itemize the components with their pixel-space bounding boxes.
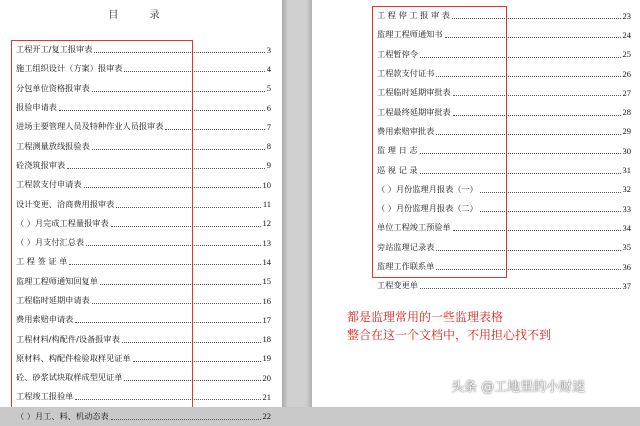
toc-page-number: 14 [262, 256, 271, 267]
toc-page-number: 6 [266, 102, 271, 113]
toc-leader-dots [420, 288, 621, 289]
toc-page-number: 17 [262, 314, 271, 325]
toc-page-number: 28 [622, 107, 631, 118]
toc-leader-dots [116, 207, 261, 208]
toc-entry-title: 进场主要管理人员及特种作业人员报审表 [16, 121, 164, 132]
toc-leader-dots [480, 211, 621, 212]
toc-entry[interactable] [16, 59, 271, 78]
toc-page-number: 30 [622, 145, 631, 156]
toc-page-number: 36 [622, 261, 631, 272]
annotation-line-1: 都是监理常用的一些监理表格 [347, 310, 504, 324]
toc-page-number: 4 [266, 63, 271, 74]
toc-entry-title: 工程测量放线报验表 [16, 140, 90, 151]
toc-entry-title: 砼、砂浆试块取样成型见证单 [16, 372, 123, 383]
watermark: 头条 @工地里的小财迷 [451, 380, 586, 395]
toc-entry-title: 工程款支付申请表 [16, 179, 82, 190]
toc-entry[interactable] [16, 233, 271, 252]
toc-leader-dots [111, 419, 261, 420]
toc-page-number: 27 [622, 87, 631, 98]
toc-entry[interactable] [377, 6, 631, 25]
toc-entry-title: 监理工作联系单 [377, 261, 435, 271]
toc-leader-dots [453, 95, 621, 96]
toc-entry-title: 工程临时延期申请表 [16, 295, 90, 305]
toc-title: 目 录 [108, 10, 174, 21]
toc-leader-dots [111, 226, 261, 227]
toc-entry-title: （ ）月支付汇总表 [16, 237, 85, 248]
toc-entry[interactable] [377, 218, 631, 237]
toc-page-number: 15 [262, 276, 271, 287]
toc-entry-title: 费用索赔审批表 [377, 125, 435, 136]
toc-page-number: 5 [266, 83, 271, 94]
toc-leader-dots [480, 192, 621, 193]
toc-page-number: 21 [262, 391, 271, 402]
toc-page-number: 20 [262, 372, 271, 383]
toc-page-number: 24 [622, 29, 631, 40]
toc-entry[interactable] [16, 329, 271, 348]
toc-entry-title: 工 程 停 工 报 审 表 [377, 10, 450, 21]
toc-leader-dots [436, 134, 620, 135]
toc-leader-dots [69, 264, 260, 265]
toc-leader-dots [436, 269, 620, 270]
toc-list-right [377, 6, 631, 295]
toc-leader-dots [165, 129, 264, 130]
toc-entry[interactable] [377, 199, 631, 218]
toc-leader-dots [92, 149, 265, 150]
toc-page-number: 12 [262, 218, 271, 229]
toc-leader-dots [92, 303, 261, 304]
toc-leader-dots [420, 173, 621, 174]
toc-entry[interactable] [377, 45, 631, 64]
toc-entry[interactable] [377, 276, 631, 295]
toc-entry[interactable] [377, 160, 631, 179]
toc-entry[interactable] [16, 368, 271, 387]
toc-entry[interactable] [377, 257, 631, 276]
toc-entry-title: （ ）月工、料、机动态表 [16, 410, 109, 421]
toc-page-number: 35 [622, 242, 631, 253]
toc-entry[interactable] [16, 98, 271, 117]
toc-entry[interactable] [377, 25, 631, 44]
toc-entry-title: 费用索赔申请表 [16, 314, 74, 325]
toc-entry[interactable] [16, 272, 271, 291]
toc-leader-dots [75, 399, 260, 400]
toc-page-number: 10 [262, 179, 271, 190]
toc-page-number: 8 [266, 141, 271, 152]
page-gutter [282, 0, 312, 407]
toc-page-number: 3 [266, 44, 271, 55]
toc-entry-title: 施工组织设计（方案）报审表 [16, 63, 123, 74]
toc-entry[interactable] [377, 180, 631, 199]
toc-leader-dots [420, 153, 621, 154]
toc-entry-title: 监 理 日 志 [377, 145, 418, 156]
toc-entry-title: 工程材料/构配件/设备报审表 [16, 333, 120, 344]
toc-entry[interactable] [16, 79, 271, 98]
toc-entry-title: （ ）月完成工程量报审表 [16, 217, 109, 228]
toc-page-number: 29 [622, 126, 631, 137]
toc-entry-title: 旁站监理记录表 [377, 241, 435, 252]
toc-entry-title: 单位工程竣工预验单 [377, 222, 451, 233]
toc-page-number: 22 [262, 411, 271, 422]
toc-entry-title: 报验申请表 [16, 102, 57, 113]
toc-entry-title: 监理工程师通知书 [377, 29, 443, 40]
toc-list-left [16, 40, 271, 426]
toc-entry-title: 工程开工/复工报审表 [16, 44, 93, 55]
annotation-line-2: 整合在这一个文档中，不用担心找不到 [347, 328, 552, 342]
toc-entry-title: 工程临时延期审批表 [377, 87, 451, 98]
toc-entry[interactable] [377, 122, 631, 141]
toc-leader-dots [436, 250, 620, 251]
toc-entry[interactable] [16, 136, 271, 155]
toc-page-number: 33 [622, 203, 631, 214]
toc-leader-dots [122, 342, 261, 343]
toc-leader-dots [94, 52, 264, 53]
toc-leader-dots [86, 245, 260, 246]
toc-entry[interactable] [16, 310, 271, 329]
toc-page-number: 31 [622, 165, 631, 176]
toc-entry-title: 砼浇筑报审表 [16, 159, 66, 170]
toc-page-number: 37 [622, 280, 631, 291]
toc-leader-dots [436, 76, 620, 77]
toc-entry-title: （ ）月份监理月报表（二） [377, 203, 478, 214]
toc-entry-title: 工程最终延期审批表 [377, 106, 451, 117]
toc-entry[interactable] [16, 175, 271, 194]
toc-leader-dots [59, 110, 265, 111]
toc-page-number: 16 [262, 295, 271, 306]
toc-page-number: 13 [262, 237, 271, 248]
toc-entry[interactable] [16, 214, 271, 233]
toc-leader-dots [75, 322, 260, 323]
toc-entry-title: 设计变更、洽商费用报审表 [16, 198, 115, 209]
toc-entry[interactable] [16, 291, 271, 310]
toc-entry-title: 原材料、构配件检验取样见证单 [16, 352, 131, 363]
toc-entry-title: 工程竣工报验单 [16, 391, 74, 402]
toc-entry[interactable] [16, 407, 271, 426]
toc-entry-title: 工 程 签 证 单 [16, 256, 68, 267]
toc-page-number: 32 [622, 184, 631, 195]
toc-page-number: 19 [262, 353, 271, 364]
toc-entry[interactable] [377, 141, 631, 160]
toc-entry-title: 工程款支付证书 [377, 68, 435, 79]
toc-leader-dots [452, 18, 621, 19]
toc-entry[interactable] [16, 40, 271, 59]
toc-entry-title: 分包单位资格报审表 [16, 82, 90, 93]
toc-page-number: 26 [622, 68, 631, 79]
toc-leader-dots [124, 71, 264, 72]
toc-page-number: 11 [262, 199, 271, 210]
toc-page-number: 34 [622, 222, 631, 233]
toc-page-number: 9 [266, 160, 271, 171]
toc-entry-title: 工程变更单 [377, 280, 418, 291]
toc-entry[interactable] [377, 83, 631, 102]
toc-leader-dots [420, 57, 621, 58]
toc-leader-dots [133, 361, 261, 362]
toc-entry[interactable] [377, 238, 631, 257]
toc-leader-dots [100, 284, 261, 285]
toc-leader-dots [124, 380, 260, 381]
toc-entry-title: 巡 视 记 录 [377, 164, 418, 175]
toc-entry[interactable] [16, 194, 271, 213]
toc-leader-dots [92, 91, 265, 92]
toc-page-number: 23 [622, 10, 631, 21]
toc-entry-title: （ ）月份监理月报表（一） [377, 183, 478, 194]
toc-page-number: 18 [262, 334, 271, 345]
toc-leader-dots [84, 187, 261, 188]
toc-entry-title: 监理工程师通知回复单 [16, 275, 98, 286]
toc-entry[interactable] [377, 64, 631, 83]
toc-leader-dots [67, 168, 265, 169]
toc-entry[interactable] [16, 156, 271, 175]
toc-entry[interactable] [16, 117, 271, 136]
toc-page-number: 7 [266, 121, 271, 132]
toc-entry[interactable] [377, 102, 631, 121]
toc-entry[interactable] [16, 252, 271, 271]
toc-leader-dots [453, 230, 621, 231]
toc-page-number: 25 [622, 49, 631, 60]
toc-entry[interactable] [16, 349, 271, 368]
toc-leader-dots [445, 37, 621, 38]
toc-entry[interactable] [16, 387, 271, 406]
toc-entry-title: 工程暂停令 [377, 48, 418, 59]
toc-leader-dots [453, 115, 621, 116]
